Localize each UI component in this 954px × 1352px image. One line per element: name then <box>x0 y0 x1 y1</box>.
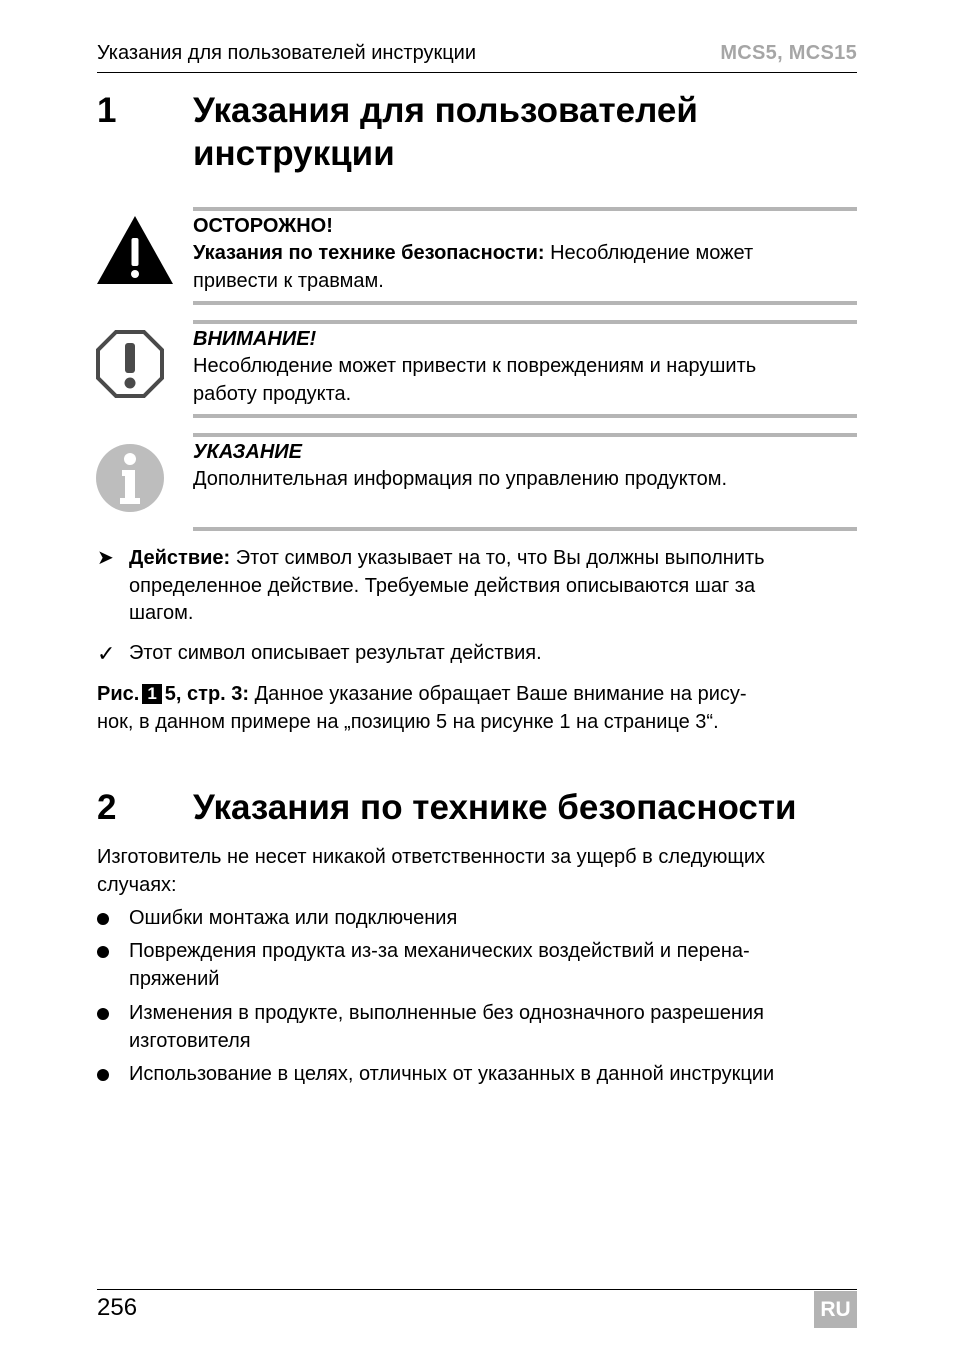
figure-ref-text-line2: нок, в данном примере на „позицию 5 на рисунке 1 на странице 3“. <box>97 710 719 733</box>
checkmark-icon: ✓ <box>97 641 116 666</box>
list-item-line2: изготовителя <box>129 1029 251 1052</box>
bullet-icon <box>97 913 109 925</box>
page-number: 256 <box>97 1294 138 1321</box>
section-2-title: Указания по технике безопасности <box>193 788 797 827</box>
bullet-icon <box>97 1008 109 1020</box>
warning-top-rule <box>193 207 857 211</box>
caution-top-rule <box>193 320 857 324</box>
action-text-line2: определенное действие. Требуемые действия описываются шаг за <box>129 574 756 597</box>
list-item <box>129 1000 857 1055</box>
figure-number-badge: 1 <box>142 684 161 704</box>
exclamation-octagon-icon <box>95 329 165 399</box>
action-description <box>129 545 857 628</box>
caution-text <box>193 353 857 408</box>
note-bottom-rule <box>193 527 857 531</box>
action-text-line1: Этот символ указывает на то, что Вы должны выполнить <box>235 547 765 569</box>
figure-reference-note <box>97 681 857 736</box>
figure-ref-position: 5, стр. 3: <box>164 683 250 705</box>
bullet-icon <box>97 946 109 958</box>
header-divider <box>97 72 857 73</box>
warning-text-line2: привести к травмам. <box>193 269 384 292</box>
caution-title: ВНИМАНИЕ! <box>193 328 317 350</box>
action-bold-lead: Действие: <box>129 547 231 569</box>
note-text: Дополнительная информация по управлению продуктом. <box>193 468 728 490</box>
caution-text-line2: работу продукта. <box>193 382 352 405</box>
section-1-title-line1: Указания для пользователей <box>193 91 698 130</box>
action-arrow-icon: ➤ <box>97 547 114 569</box>
section-1-title-line2: инструкции <box>193 134 395 173</box>
result-description: Этот символ описывает результат действия. <box>129 642 542 664</box>
caution-text-line1: Несоблюдение может привести к повреждениям и нарушить <box>193 355 757 377</box>
footer-divider <box>97 1289 857 1290</box>
list-item <box>129 938 857 993</box>
list-item <box>129 1061 857 1089</box>
language-badge: RU <box>814 1291 857 1328</box>
note-title: УКАЗАНИЕ <box>193 441 302 463</box>
running-header-title: Указания для пользователей инструкции <box>97 42 477 64</box>
note-top-rule <box>193 433 857 437</box>
warning-text-line1: Несоблюдение может <box>550 242 754 264</box>
bullet-icon <box>97 1069 109 1081</box>
list-item-line1: Изменения в продукте, выполненные без однозначного разрешения <box>129 1002 764 1024</box>
info-circle-icon <box>95 443 165 513</box>
list-item-line2: пряжений <box>129 967 220 990</box>
warning-title: ОСТОРОЖНО! <box>193 215 333 237</box>
list-item-line1: Ошибки монтажа или подключения <box>129 907 458 929</box>
list-item-line1: Использование в целях, отличных от указанных в данной инструкции <box>129 1063 775 1085</box>
action-text-line3: шагом. <box>129 602 194 624</box>
section-1-number: 1 <box>97 91 117 130</box>
figure-ref-text-line1: Данное указание обращает Ваше внимание на рису- <box>254 683 747 705</box>
warning-bottom-rule <box>193 301 857 305</box>
list-item-line1: Повреждения продукта из-за механических воздействий и перена- <box>129 940 750 962</box>
section-1-title <box>193 89 853 175</box>
figure-ref-lead: Рис. <box>97 683 140 705</box>
section-2-intro <box>97 844 857 899</box>
section-2-number: 2 <box>97 788 117 827</box>
warning-triangle-icon <box>95 214 175 286</box>
warning-bold-lead: Указания по технике безопасности: <box>193 242 545 264</box>
running-header-model: MCS5, MCS15 <box>720 42 857 64</box>
section-2-intro-line1: Изготовитель не несет никакой ответственности за ущерб в следующих <box>97 846 765 868</box>
caution-bottom-rule <box>193 414 857 418</box>
list-item <box>129 905 857 933</box>
section-2-intro-line2: случаях: <box>97 873 177 896</box>
warning-text <box>193 240 857 295</box>
